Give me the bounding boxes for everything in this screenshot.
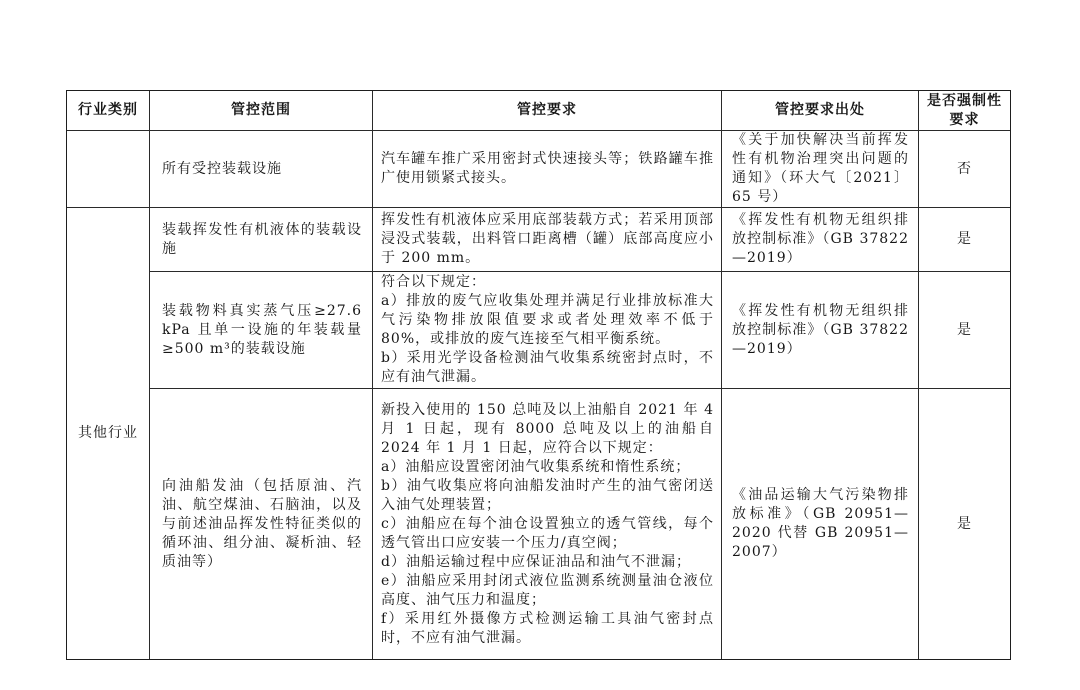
scope-cell bbox=[150, 389, 373, 659]
source-cell bbox=[722, 272, 919, 389]
scope-text: 向油船发油（包括原油、汽油、航空煤油、石脑油，以及与前述油品挥发性特征类似的循环油、组分油、凝析油、轻质油等） bbox=[162, 477, 362, 570]
industry-cell-empty bbox=[67, 131, 150, 208]
mandatory-cell bbox=[919, 389, 1010, 659]
source-text: 《关于加快解决当前挥发性有机物治理突出问题的通知》（环大气〔2021〕65 号） bbox=[732, 132, 909, 205]
requirement-item: b）油气收集应将向油船发油时产生的油气密闭送入油气处理装置； bbox=[381, 477, 714, 513]
mandatory-text: 是 bbox=[957, 321, 972, 338]
requirement-paragraph: 符合以下规定： bbox=[381, 274, 486, 290]
requirement-text bbox=[381, 211, 714, 268]
scope-text: 装载挥发性有机液体的装载设施 bbox=[162, 221, 362, 257]
requirement-text bbox=[381, 150, 714, 188]
source-cell bbox=[722, 131, 919, 208]
header-requirement bbox=[373, 91, 722, 131]
header-scope-label: 管控范围 bbox=[231, 102, 291, 118]
header-mandatory bbox=[919, 91, 1010, 131]
source-cell bbox=[722, 389, 919, 659]
requirement-paragraph: 挥发性有机液体应采用底部装载方式；若采用顶部浸没式装载，出料管口距离槽（罐）底部高度应小于 200 mm。 bbox=[381, 212, 714, 266]
requirement-item: e）油船应采用封闭式液位监测系统测量油仓液位高度、油气压力和温度； bbox=[381, 572, 714, 608]
requirement-item: a）油船应设置密闭油气收集系统和惰性系统； bbox=[381, 458, 691, 475]
requirement-paragraph: 新投入使用的 150 总吨及以上油船自 2021 年 4 月 1 日起，现有 8000 总吨及以上的油船自 2024 年 1 月 1 日起，应符合以下规定： bbox=[381, 401, 714, 456]
scope-cell bbox=[150, 208, 373, 272]
requirement-item: a）排放的废气应收集处理并满足行业排放标准大气污染物排放限值要求或者处理效率不低于 80%，或排放的废气连接至气相平衡系统。 bbox=[381, 293, 714, 347]
mandatory-text: 否 bbox=[957, 160, 972, 177]
header-source bbox=[722, 91, 919, 131]
source-text: 《油品运输大气污染物排放标准》（GB 20951—2020 代替 GB 20951—2007） bbox=[732, 487, 909, 560]
requirement-text bbox=[381, 273, 714, 387]
scope-cell bbox=[150, 131, 373, 208]
mandatory-cell bbox=[919, 272, 1010, 389]
header-industry bbox=[67, 91, 150, 131]
requirement-text bbox=[381, 401, 714, 648]
requirement-cell bbox=[373, 272, 722, 389]
requirement-item: f）采用红外摄像方式检测运输工具油气密封点时，不应有油气泄漏。 bbox=[381, 610, 714, 646]
header-scope bbox=[150, 91, 373, 131]
industry-group-cell bbox=[67, 208, 150, 659]
mandatory-cell bbox=[919, 131, 1010, 208]
scope-text: 所有受控装载设施 bbox=[162, 160, 282, 177]
requirement-cell bbox=[373, 208, 722, 272]
requirement-item: d）油船运输过程中应保证油品和油气不泄漏； bbox=[381, 553, 691, 570]
header-industry-label: 行业类别 bbox=[78, 102, 138, 118]
regulation-table bbox=[66, 90, 1011, 660]
requirement-cell bbox=[373, 389, 722, 659]
industry-group-text: 其他行业 bbox=[78, 425, 138, 441]
mandatory-cell bbox=[919, 208, 1010, 272]
requirement-paragraph: 汽车罐车推广采用密封式快速接头等；铁路罐车推广使用锁紧式接头。 bbox=[381, 151, 714, 186]
source-cell bbox=[722, 208, 919, 272]
header-mandatory-label: 是否强制性要求 bbox=[927, 92, 1002, 128]
requirement-item: b）采用光学设备检测油气收集系统密封点时，不应有油气泄漏。 bbox=[381, 350, 714, 385]
requirement-item: c）油船应在每个油仓设置独立的透气管线，每个透气管出口应安装一个压力/真空阀； bbox=[381, 515, 714, 551]
source-text: 《挥发性有机物无组织排放控制标准》（GB 37822—2019） bbox=[732, 302, 909, 357]
requirement-cell bbox=[373, 131, 722, 208]
scope-text: 装载物料真实蒸气压≥27.6 kPa 且单一设施的年装载量≥500 m³的装载设施 bbox=[162, 302, 362, 357]
scope-cell bbox=[150, 272, 373, 389]
header-source-label: 管控要求出处 bbox=[775, 102, 865, 118]
mandatory-text: 是 bbox=[957, 231, 972, 247]
mandatory-text: 是 bbox=[957, 515, 972, 532]
source-text: 《挥发性有机物无组织排放控制标准》（GB 37822—2019） bbox=[732, 212, 909, 266]
header-requirement-label: 管控要求 bbox=[517, 102, 577, 118]
